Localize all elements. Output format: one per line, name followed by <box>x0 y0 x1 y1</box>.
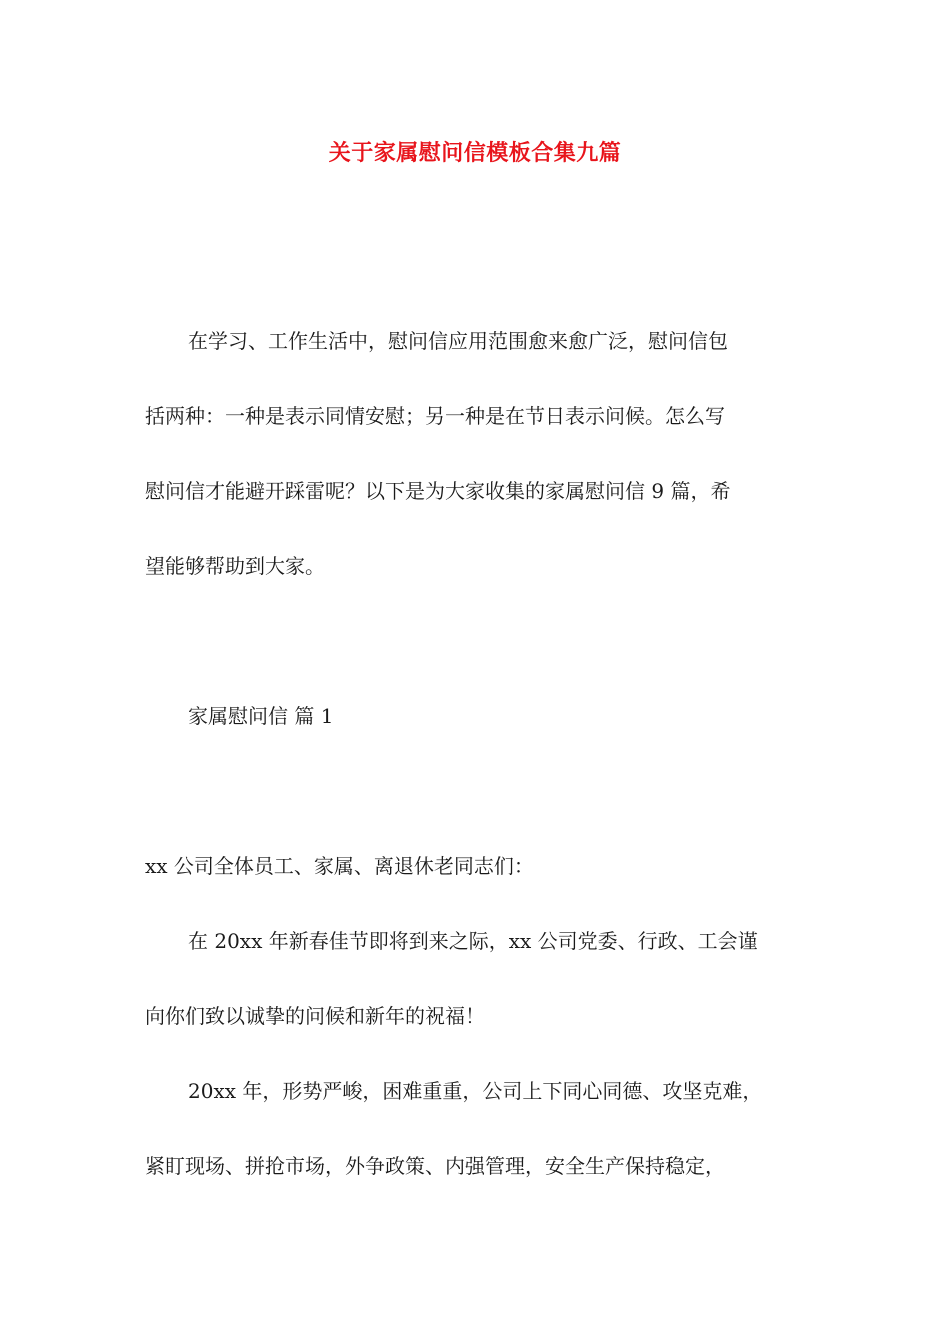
intro-line-3: 慰问信才能避开踩雷呢？以下是为大家收集的家属慰问信 9 篇，希 <box>145 479 731 503</box>
letter-salutation: xx 公司全体员工、家属、离退休老同志们： <box>145 854 534 878</box>
section-heading: 家属慰问信 篇 1 <box>188 704 334 728</box>
intro-line-1: 在学习、工作生活中，慰问信应用范围愈来愈广泛，慰问信包 <box>188 329 728 353</box>
body-line-2: 向你们致以诚挚的问候和新年的祝福！ <box>145 1004 485 1028</box>
body-line-1: 在 20xx 年新春佳节即将到来之际，xx 公司党委、行政、工会谨 <box>188 929 758 953</box>
intro-line-2: 括两种：一种是表示同情安慰；另一种是在节日表示问候。怎么写 <box>145 404 725 428</box>
document-title: 关于家属慰问信模板合集九篇 <box>328 141 622 166</box>
body-line-3: 20xx 年，形势严峻，困难重重，公司上下同心同德、攻坚克难， <box>188 1079 763 1103</box>
intro-line-4: 望能够帮助到大家。 <box>145 554 325 578</box>
body-line-4: 紧盯现场、拼抢市场，外争政策、内强管理，安全生产保持稳定， <box>145 1154 725 1178</box>
